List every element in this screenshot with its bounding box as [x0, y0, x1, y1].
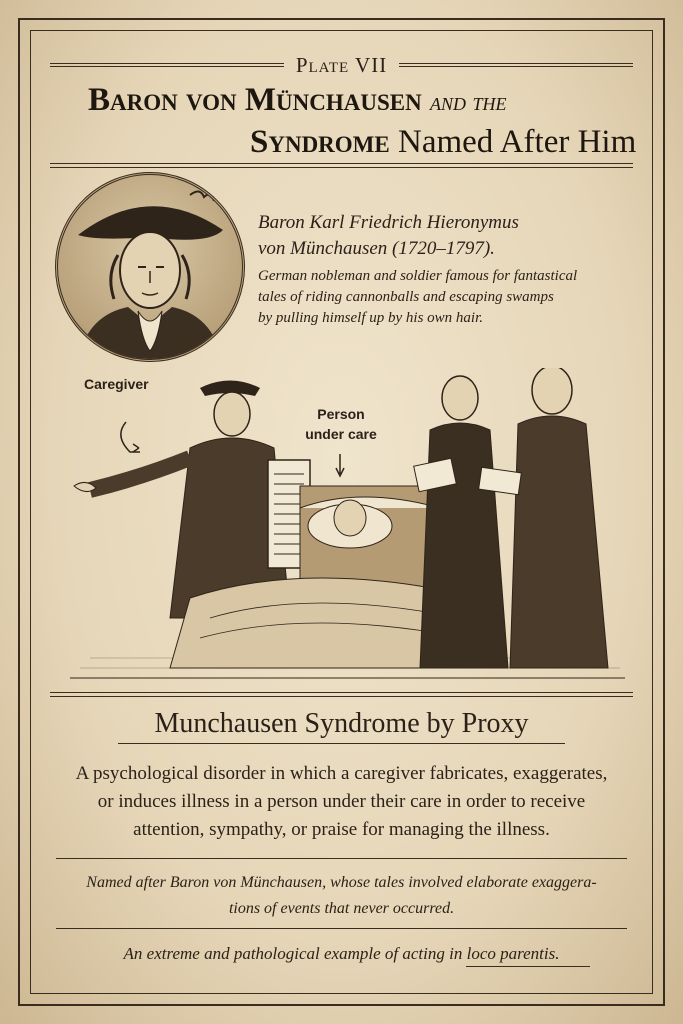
plate-label: Plate VII: [295, 52, 388, 77]
bio-desc-line1: German nobleman and soldier famous for fantastical: [258, 268, 578, 284]
physician-figures: [414, 368, 608, 668]
title-syndrome: Syndrome: [250, 124, 390, 160]
definition-line2: or induces illness in a person under their care in order to receive: [97, 791, 586, 812]
bio-name-line2: von Münchausen (1720–1797).: [258, 238, 495, 259]
title-connector: and the: [429, 87, 507, 116]
heading-underline: [118, 743, 565, 744]
extreme-example-text: [56, 941, 627, 967]
page-title: [40, 80, 643, 162]
baron-full-name: [258, 210, 638, 262]
title-rule: [50, 163, 633, 168]
plate-header: [50, 52, 633, 78]
section-rule: [50, 692, 633, 697]
label-person-line1: Person: [317, 406, 365, 422]
phrase-underline: [466, 966, 590, 967]
plate-rule-right: [399, 63, 633, 67]
label-caregiver: Caregiver: [84, 376, 149, 392]
section-heading: Munchausen Syndrome by Proxy: [154, 708, 529, 739]
definition-text: [56, 760, 627, 844]
label-person-under-care: [296, 404, 386, 444]
bio-desc-line3: by pulling himself up by his own hair.: [258, 310, 483, 326]
divider-2: [56, 928, 627, 929]
bio-desc-line2: tales of riding cannonballs and escaping swamps: [258, 289, 554, 305]
title-rest: Named After Him: [397, 124, 637, 160]
baron-portrait: [55, 172, 245, 362]
label-person-line2: under care: [305, 426, 377, 442]
named-line1: Named after Baron von Münchausen, whose tales involved elaborate exaggera-: [86, 874, 597, 891]
named-line2: tions of events that never occurred.: [228, 900, 455, 917]
extreme-phrase: in loco parentis.: [449, 944, 560, 963]
title-name: Baron von Münchausen: [88, 82, 422, 118]
definition-line1: A psychological disorder in which a caregiver fabricates, exaggerates,: [75, 763, 608, 784]
person-arrow: [336, 454, 344, 476]
baron-description: [258, 266, 638, 329]
extreme-text: An extreme and pathological example of acting: [123, 944, 445, 963]
portrait-engraving: [58, 175, 242, 359]
named-after-text: [56, 870, 627, 922]
bio-name-line1: Baron Karl Friedrich Hieronymus: [258, 212, 519, 233]
definition-line3: attention, sympathy, or praise for managing the illness.: [133, 819, 550, 840]
plate-rule-left: [50, 63, 284, 67]
divider-1: [56, 858, 627, 859]
